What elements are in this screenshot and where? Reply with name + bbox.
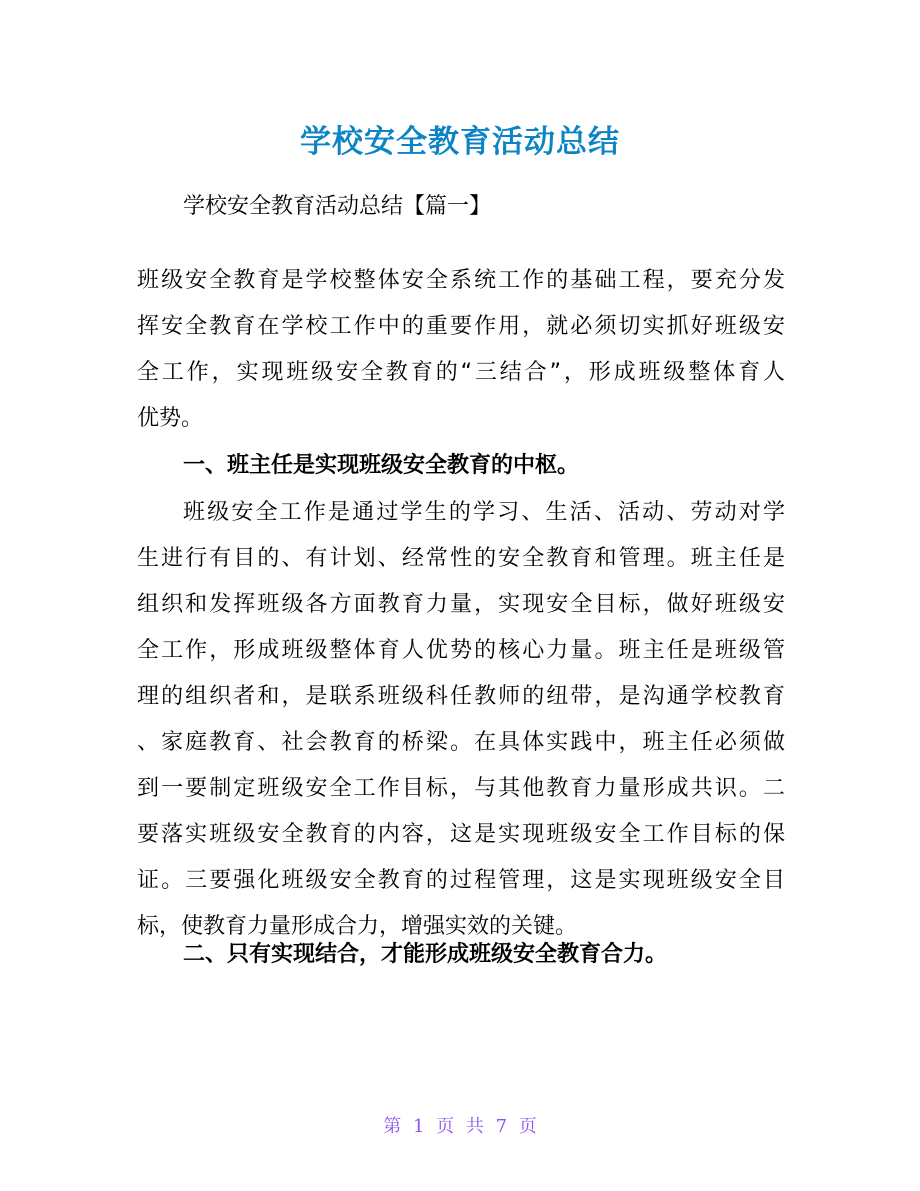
text-line: 要落实班级安全教育的内容，这是实现班级安全工作目标的保 bbox=[137, 822, 785, 847]
text-line: 组织和发挥班级各方面教育力量，实现安全目标，做好班级安 bbox=[137, 592, 785, 617]
page-number-footer: 第 1 页 共 7 页 bbox=[383, 1116, 537, 1137]
text-line: 到一要制定班级安全工作目标，与其他教育力量形成共识。二 bbox=[137, 776, 785, 801]
heading-block-1 bbox=[137, 443, 785, 489]
text-line: 全工作，实现班级安全教育的“三结合”，形成班级整体育人 bbox=[137, 360, 785, 385]
text-line: 理的组织者和，是联系班级科任教师的纽带，是沟通学校教育 bbox=[137, 684, 785, 709]
section-heading-2: 二、只有实现结合，才能形成班级安全教育合力。 bbox=[183, 942, 668, 967]
section-1-paragraph bbox=[137, 490, 785, 950]
text-line: 优势。 bbox=[137, 406, 204, 431]
section-heading-1: 一、班主任是实现班级安全教育的中枢。 bbox=[183, 453, 580, 478]
document-title: 学校安全教育活动总结 bbox=[300, 124, 620, 160]
text-line: 全工作，形成班级整体育人优势的核心力量。班主任是班级管 bbox=[137, 638, 785, 663]
intro-paragraph bbox=[137, 258, 785, 442]
text-line: 生进行有目的、有计划、经常性的安全教育和管理。班主任是 bbox=[137, 546, 785, 571]
text-line: 证。三要强化班级安全教育的过程管理，这是实现班级安全目 bbox=[137, 868, 785, 893]
text-line: 班级安全工作是通过学生的学习、生活、活动、劳动对学 bbox=[183, 500, 785, 525]
subtitle: 学校安全教育活动总结【篇一】 bbox=[183, 194, 492, 219]
text-line: 挥安全教育在学校工作中的重要作用，就必须切实抓好班级安 bbox=[137, 314, 785, 339]
text-line: 标，使教育力量形成合力，增强实效的关键。 bbox=[137, 914, 578, 939]
heading-block-2 bbox=[137, 932, 785, 978]
subtitle-block bbox=[137, 184, 785, 230]
text-line: 、家庭教育、社会教育的桥梁。在具体实践中，班主任必须做 bbox=[137, 730, 785, 755]
text-line: 班级安全教育是学校整体安全系统工作的基础工程，要充分发 bbox=[137, 268, 785, 293]
